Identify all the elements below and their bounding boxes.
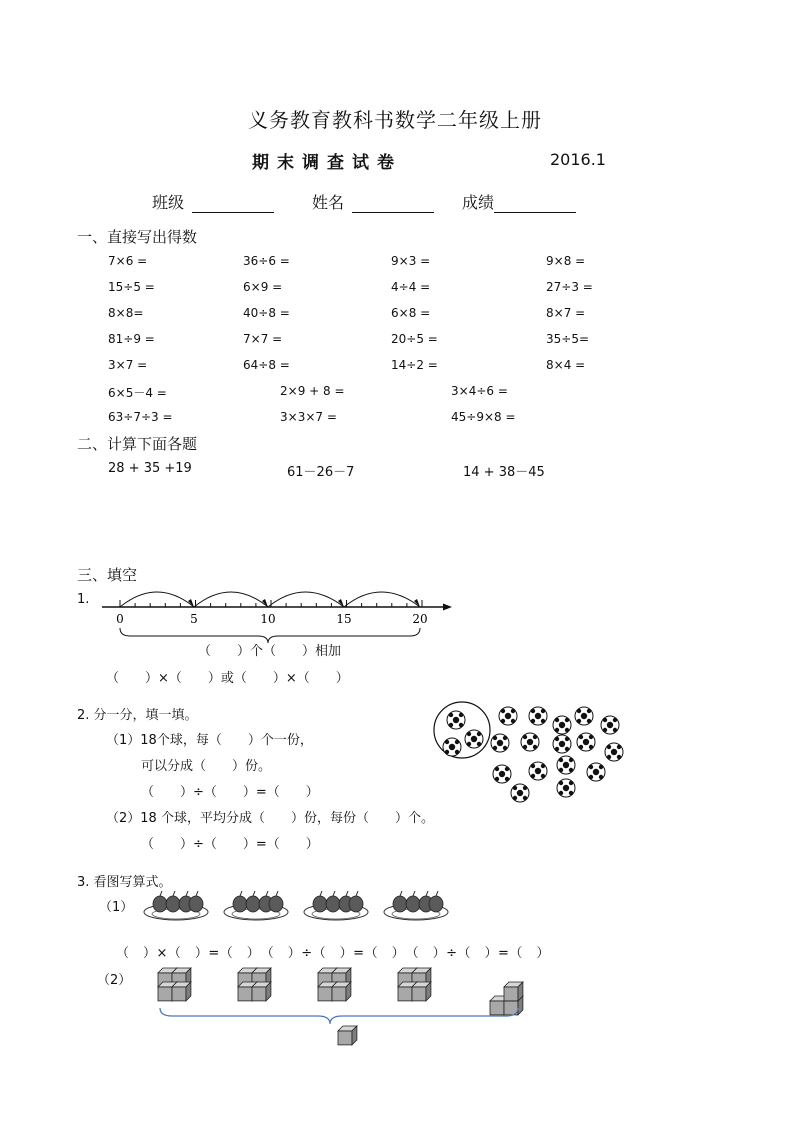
- soccer-ball-icon: [553, 735, 571, 753]
- name-label: 姓名: [312, 193, 345, 212]
- group-circle: [434, 702, 490, 758]
- soccer-ball-icon: [493, 765, 511, 783]
- cube-block-icon: [238, 968, 271, 1001]
- page-subtitle: 期末调查试卷: [252, 153, 402, 173]
- calc-item-3: 14 + 38－45: [463, 465, 545, 480]
- q1-line1: （ ）个（ ）相加: [198, 644, 342, 659]
- q2-line5: （ ）÷（ ）=（ ）: [141, 837, 319, 852]
- score-field[interactable]: [462, 190, 576, 213]
- oral-calc-item: 2×9 + 8 =: [280, 384, 345, 398]
- oral-calc-item: 8×4 =: [546, 358, 586, 372]
- oral-calc-item: 6×5－4 =: [108, 386, 167, 400]
- oral-calc-item: 9×8 =: [546, 254, 586, 268]
- jump-arc-4: [344, 592, 420, 607]
- section3-heading: 三、填空: [77, 566, 138, 584]
- name-field[interactable]: [312, 190, 434, 213]
- section1-heading: 一、直接写出得数: [77, 228, 198, 246]
- fruit-plate-icon: [304, 891, 368, 920]
- soccer-ball-icon: [447, 711, 465, 729]
- soccer-ball-icon: [605, 743, 623, 761]
- q2-line2: 可以分成（ ）份。: [141, 759, 272, 774]
- blue-brace-icon: [160, 1008, 518, 1024]
- tick-label-5: 5: [190, 612, 198, 626]
- q3-equations: （ ）×（ ）=（ ） （ ）÷（ ）=（ ） （ ）÷（ ）=（ ）: [116, 946, 550, 961]
- oral-calc-item: 9×3 =: [391, 254, 431, 268]
- oral-calc-item: 14÷2 =: [391, 358, 438, 372]
- q1-number: 1.: [77, 592, 90, 607]
- q3-part2-label: （2）: [97, 973, 132, 988]
- oral-calc-item: 7×7 =: [243, 332, 283, 346]
- tick-label-15: 15: [336, 612, 352, 626]
- page-title: 义务教育教科书数学二年级上册: [248, 108, 542, 132]
- soccer-ball-icon: [491, 734, 509, 752]
- oral-calc-item: 3×7 =: [108, 358, 148, 372]
- jump-arc-1: [120, 592, 194, 607]
- fruit-plates-figure: [140, 886, 480, 926]
- oral-calc-item: 15÷5 =: [108, 280, 155, 294]
- oral-calc-item: 8×8=: [108, 306, 144, 320]
- soccer-ball-icon: [587, 763, 605, 781]
- score-label: 成绩: [462, 193, 495, 212]
- oral-calc-item: 6×9 =: [243, 280, 283, 294]
- soccer-ball-icon: [553, 716, 571, 734]
- single-cube-icon: [338, 1026, 357, 1045]
- jump-arc-3: [268, 592, 344, 607]
- oral-calc-item: 4÷4 =: [391, 280, 431, 294]
- soccer-ball-icon: [601, 716, 619, 734]
- fruit-plate-icon: [144, 891, 208, 920]
- soccer-ball-icon: [529, 707, 547, 725]
- tick-label-0: 0: [116, 612, 124, 626]
- tick-label-20: 20: [412, 612, 428, 626]
- soccer-ball-icon: [529, 762, 547, 780]
- q3-title: 3. 看图写算式。: [77, 875, 172, 890]
- soccer-ball-icon: [465, 730, 483, 748]
- oral-calc-item: 8×7 =: [546, 306, 586, 320]
- exam-date: 2016.1: [550, 150, 606, 169]
- oral-calc-item: 63÷7÷3 =: [108, 410, 173, 424]
- q2-line3: （ ）÷（ ）=（ ）: [141, 785, 319, 800]
- oral-calc-item: 64÷8 =: [243, 358, 290, 372]
- q2-line4: （2）18 个球，平均分成（ ）份，每份（ ）个。: [106, 811, 434, 826]
- calc-item-1: 28 + 35 +19: [108, 461, 192, 476]
- class-label: 班级: [152, 193, 185, 212]
- soccer-ball-icon: [577, 733, 595, 751]
- oral-calc-item: 36÷6 =: [243, 254, 290, 268]
- section2-heading: 二、计算下面各题: [77, 435, 198, 453]
- cubes-figure: [150, 960, 550, 1050]
- soccer-ball-icon: [521, 733, 539, 751]
- tick-label-10: 10: [260, 612, 276, 626]
- q2-line1: （1）18个球，每（ ）个一份，: [106, 733, 313, 748]
- q3-part1-label: （1）: [99, 900, 134, 915]
- soccer-ball-icon: [557, 779, 575, 797]
- q1-line2: （ ）×（ ）或（ ）×（ ）: [106, 671, 349, 686]
- oral-calc-item: 81÷9 =: [108, 332, 155, 346]
- soccer-ball-icon: [511, 784, 529, 802]
- oral-calc-item: 40÷8 =: [243, 306, 290, 320]
- q2-title: 2. 分一分，填一填。: [77, 708, 198, 723]
- arrow-head-icon: [443, 604, 452, 611]
- soccer-ball-icon: [575, 707, 593, 725]
- oral-calc-item: 3×3×7 =: [280, 410, 337, 424]
- oral-calc-item: 35÷5=: [546, 332, 590, 346]
- oral-calc-item: 27÷3 =: [546, 280, 593, 294]
- oral-calc-item: 45÷9×8 =: [451, 410, 516, 424]
- oral-calc-item: 6×8 =: [391, 306, 431, 320]
- class-field[interactable]: [152, 190, 274, 213]
- cube-block-icon: [398, 968, 431, 1001]
- calc-item-2: 61－26－7: [287, 465, 355, 480]
- soccer-ball-icon: [557, 756, 575, 774]
- oral-calc-item: 3×4÷6 =: [451, 384, 508, 398]
- fruit-plate-icon: [384, 891, 448, 920]
- oral-calc-item: 20÷5 =: [391, 332, 438, 346]
- soccer-ball-icon: [499, 707, 517, 725]
- oral-calc-item: 7×6 =: [108, 254, 148, 268]
- cube-block-icon: [158, 968, 191, 1001]
- cube-block-icon: [318, 968, 351, 1001]
- soccer-balls-figure: [432, 700, 632, 810]
- soccer-ball-icon: [443, 738, 461, 756]
- jump-arc-2: [194, 592, 268, 607]
- fruit-plate-icon: [224, 891, 288, 920]
